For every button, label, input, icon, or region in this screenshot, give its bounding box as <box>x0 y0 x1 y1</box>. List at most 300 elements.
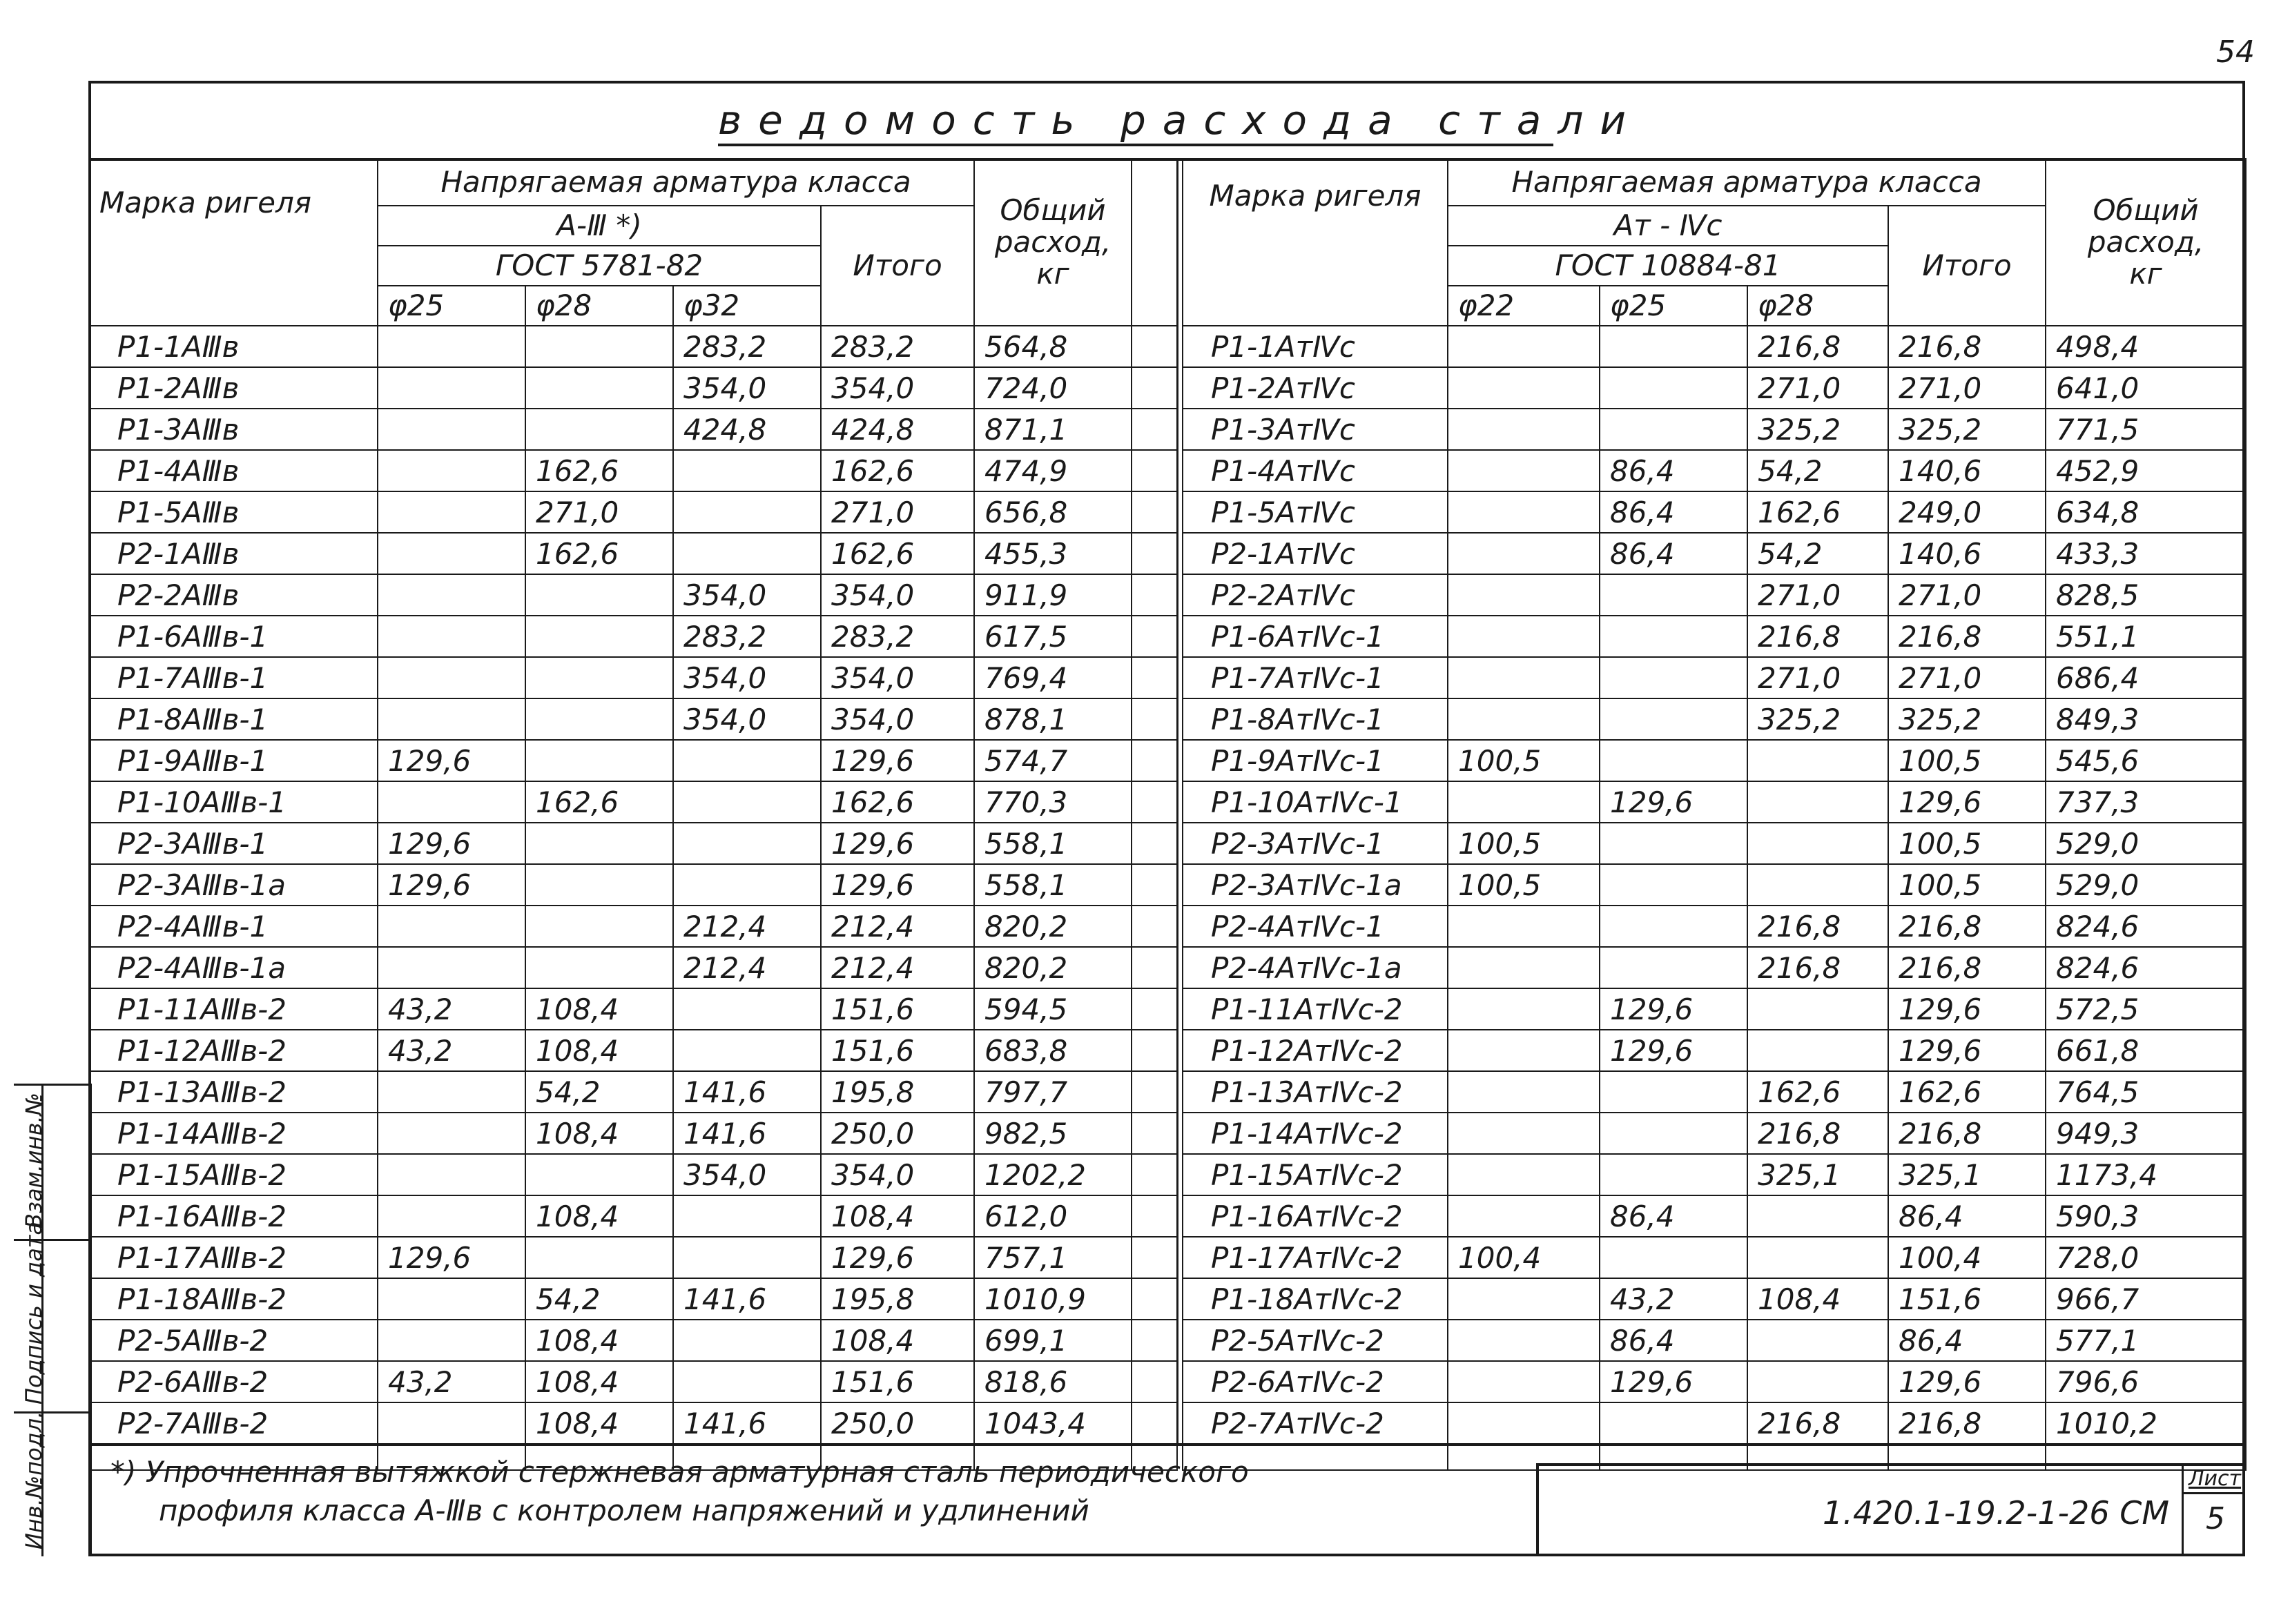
left-cell <box>525 574 673 616</box>
left-cell: 820,2 <box>974 947 1132 988</box>
right-cell: 140,6 <box>1888 450 2046 491</box>
left-cell: Р1-15АⅢв-2 <box>89 1154 378 1195</box>
left-cell: 108,4 <box>525 1030 673 1071</box>
right-gost: ГОСТ 10884-81 <box>1448 246 1888 286</box>
table-divider <box>1176 158 1178 1443</box>
left-cell: 108,4 <box>525 1320 673 1361</box>
left-cell: 757,1 <box>974 1237 1132 1278</box>
right-cell <box>1747 1361 1888 1402</box>
left-cell <box>378 1320 525 1361</box>
left-table-row <box>89 1402 1177 1444</box>
left-cell <box>673 533 821 574</box>
left-spacer-cell <box>1132 491 1177 533</box>
right-cell: 100,5 <box>1448 864 1600 906</box>
left-cell: Р2-1АⅢв <box>89 533 378 574</box>
right-cell: 86,4 <box>1600 533 1747 574</box>
right-cell: 1010,2 <box>2046 1402 2246 1444</box>
left-cell <box>525 657 673 698</box>
left-cell: 354,0 <box>673 698 821 740</box>
left-spacer-cell <box>1132 1361 1177 1402</box>
right-cell <box>1600 657 1747 698</box>
right-cell: 216,8 <box>1747 616 1888 657</box>
right-cell: Р2-1АтⅣс <box>1183 533 1448 574</box>
left-cell: Р1-14АⅢв-2 <box>89 1113 378 1154</box>
left-cell: Р2-3АⅢв-1а <box>89 864 378 906</box>
right-cell: 796,6 <box>2046 1361 2246 1402</box>
left-cell <box>525 616 673 657</box>
left-cell: 1043,4 <box>974 1402 1132 1444</box>
left-cell <box>378 574 525 616</box>
left-spacer-cell <box>1132 367 1177 409</box>
right-steel-table <box>1182 158 2247 1471</box>
right-cell: Р1-15АтⅣс-2 <box>1183 1154 1448 1195</box>
left-cell: 558,1 <box>974 864 1132 906</box>
left-cell: 151,6 <box>821 1030 974 1071</box>
right-col-d3: φ28 <box>1747 286 1888 326</box>
right-cell <box>1448 326 1600 367</box>
left-cell: 108,4 <box>821 1320 974 1361</box>
right-cell <box>1747 1030 1888 1071</box>
left-cell: Р1-6АⅢв-1 <box>89 616 378 657</box>
right-cell: Р2-3АтⅣс-1 <box>1183 823 1448 864</box>
right-cell: 271,0 <box>1888 367 2046 409</box>
left-cell: Р2-6АⅢв-2 <box>89 1361 378 1402</box>
left-cell: 43,2 <box>378 988 525 1030</box>
left-cell: 129,6 <box>378 740 525 781</box>
right-cell: Р1-2АтⅣс <box>1183 367 1448 409</box>
right-cell: 216,8 <box>1747 906 1888 947</box>
right-cell <box>1600 326 1747 367</box>
left-cell: 683,8 <box>974 1030 1132 1071</box>
right-cell <box>1448 657 1600 698</box>
right-cell: 129,6 <box>1600 988 1747 1030</box>
left-steel-table <box>88 158 1178 1471</box>
right-cell: 100,4 <box>1448 1237 1600 1278</box>
side-label-vzam: Взам.инв.№ <box>21 1093 47 1229</box>
right-table-row <box>1183 1320 2246 1361</box>
left-cell: 612,0 <box>974 1195 1132 1237</box>
right-cell: 216,8 <box>1747 1402 1888 1444</box>
right-cell: 634,8 <box>2046 491 2246 533</box>
right-cell: 325,2 <box>1747 698 1888 740</box>
title-underline <box>718 144 1553 146</box>
left-cell <box>378 1071 525 1113</box>
left-cell: 54,2 <box>525 1278 673 1320</box>
right-cell <box>1448 1195 1600 1237</box>
document-code: 1.420.1-19.2-1-26 СМ <box>1823 1494 2170 1532</box>
right-cell: 100,5 <box>1448 823 1600 864</box>
right-cell: 590,3 <box>2046 1195 2246 1237</box>
right-table-row <box>1183 1071 2246 1113</box>
left-cell: 43,2 <box>378 1361 525 1402</box>
left-cell <box>525 823 673 864</box>
right-table-row <box>1183 409 2246 450</box>
left-cell <box>378 1195 525 1237</box>
left-table-row <box>89 1154 1177 1195</box>
right-cell: Р1-8АтⅣс-1 <box>1183 698 1448 740</box>
left-cell: Р1-8АⅢв-1 <box>89 698 378 740</box>
left-cell <box>378 616 525 657</box>
footnote-line-1: *) Упрочненная вытяжкой стержневая арматурная сталь периодического <box>110 1455 1249 1489</box>
right-cell <box>1448 1402 1600 1444</box>
left-cell: 141,6 <box>673 1113 821 1154</box>
right-cell <box>1448 367 1600 409</box>
left-cell: 354,0 <box>673 657 821 698</box>
right-cell: Р1-17АтⅣс-2 <box>1183 1237 1448 1278</box>
right-cell <box>1448 1071 1600 1113</box>
left-cell: 354,0 <box>821 574 974 616</box>
right-cell: 86,4 <box>1600 450 1747 491</box>
right-cell <box>1448 906 1600 947</box>
right-cell: 325,2 <box>1747 409 1888 450</box>
left-cell: 474,9 <box>974 450 1132 491</box>
right-cell <box>1600 1402 1747 1444</box>
right-cell: Р1-14АтⅣс-2 <box>1183 1113 1448 1154</box>
left-cell: 129,6 <box>821 1237 974 1278</box>
left-cell: 129,6 <box>821 823 974 864</box>
right-cell: 129,6 <box>1600 781 1747 823</box>
right-cell: 162,6 <box>1888 1071 2046 1113</box>
right-cell: 849,3 <box>2046 698 2246 740</box>
left-spacer-cell <box>1132 1030 1177 1071</box>
left-cell: 195,8 <box>821 1071 974 1113</box>
left-cell <box>378 367 525 409</box>
left-table-row <box>89 823 1177 864</box>
left-cell: Р2-5АⅢв-2 <box>89 1320 378 1361</box>
left-cell: Р1-18АⅢв-2 <box>89 1278 378 1320</box>
right-cell: 824,6 <box>2046 947 2246 988</box>
left-cell: 43,2 <box>378 1030 525 1071</box>
right-cell <box>1448 574 1600 616</box>
left-cell: 354,0 <box>821 1154 974 1195</box>
right-cell: 140,6 <box>1888 533 2046 574</box>
right-cell <box>1448 533 1600 574</box>
right-cell: Р1-11АтⅣс-2 <box>1183 988 1448 1030</box>
right-table-row <box>1183 1278 2246 1320</box>
left-cell: 564,8 <box>974 326 1132 367</box>
right-cell: 129,6 <box>1888 1361 2046 1402</box>
left-cell: Р2-4АⅢв-1 <box>89 906 378 947</box>
right-table-row <box>1183 1195 2246 1237</box>
left-cell: Р1-13АⅢв-2 <box>89 1071 378 1113</box>
right-cell: Р1-4АтⅣс <box>1183 450 1448 491</box>
right-cell <box>1600 1071 1747 1113</box>
right-table-row <box>1183 450 2246 491</box>
right-cell: 162,6 <box>1747 1071 1888 1113</box>
right-cell: 216,8 <box>1888 326 2046 367</box>
right-cell <box>1600 1237 1747 1278</box>
right-cell <box>1600 864 1747 906</box>
right-cell: Р2-6АтⅣс-2 <box>1183 1361 1448 1402</box>
right-cell: 529,0 <box>2046 823 2246 864</box>
left-table-row <box>89 367 1177 409</box>
left-cell <box>378 491 525 533</box>
right-cell <box>1600 616 1747 657</box>
left-cell: Р1-4АⅢв <box>89 450 378 491</box>
right-table-row <box>1183 740 2246 781</box>
right-cell: 86,4 <box>1888 1320 2046 1361</box>
right-cell: 100,5 <box>1888 864 2046 906</box>
left-cell <box>525 326 673 367</box>
right-table-row <box>1183 491 2246 533</box>
right-cell: 129,6 <box>1600 1030 1747 1071</box>
left-cell: 769,4 <box>974 657 1132 698</box>
right-cell: 100,5 <box>1888 740 2046 781</box>
left-spacer-cell <box>1132 326 1177 367</box>
right-cell: 129,6 <box>1888 988 2046 1030</box>
left-cell: 151,6 <box>821 1361 974 1402</box>
right-table-row <box>1183 533 2246 574</box>
left-cell: 354,0 <box>673 1154 821 1195</box>
right-cell: 216,8 <box>1888 906 2046 947</box>
left-table-row <box>89 1195 1177 1237</box>
left-cell <box>378 657 525 698</box>
left-cell: Р2-3АⅢв-1 <box>89 823 378 864</box>
right-cell: 572,5 <box>2046 988 2246 1030</box>
left-cell: 162,6 <box>821 781 974 823</box>
left-cell: 250,0 <box>821 1402 974 1444</box>
left-cell: Р2-7АⅢв-2 <box>89 1402 378 1444</box>
right-cell: 86,4 <box>1600 1195 1747 1237</box>
left-cell: 1202,2 <box>974 1154 1132 1195</box>
right-steel-class: Ат - Ⅳс <box>1448 206 1888 246</box>
left-cell: 141,6 <box>673 1278 821 1320</box>
right-cell: Р2-2АтⅣс <box>1183 574 1448 616</box>
left-spacer-cell <box>1132 1113 1177 1154</box>
right-table-row <box>1183 1154 2246 1195</box>
left-table-row <box>89 574 1177 616</box>
left-cell: 108,4 <box>525 1195 673 1237</box>
right-cell: 86,4 <box>1888 1195 2046 1237</box>
right-cell <box>1747 1237 1888 1278</box>
left-spacer <box>1132 159 1177 326</box>
side-stamp-top <box>14 1084 90 1086</box>
right-table-row <box>1183 657 2246 698</box>
right-cell: 325,2 <box>1888 409 2046 450</box>
right-cell: 966,7 <box>2046 1278 2246 1320</box>
right-cell: 100,4 <box>1888 1237 2046 1278</box>
right-cell: 216,8 <box>1888 947 2046 988</box>
left-cell: 54,2 <box>525 1071 673 1113</box>
left-cell: Р1-9АⅢв-1 <box>89 740 378 781</box>
left-cell: 818,6 <box>974 1361 1132 1402</box>
left-spacer-cell <box>1132 409 1177 450</box>
right-cell: Р1-3АтⅣс <box>1183 409 1448 450</box>
left-cell: 129,6 <box>378 823 525 864</box>
left-spacer-cell <box>1132 823 1177 864</box>
right-table-row <box>1183 864 2246 906</box>
left-table-row <box>89 781 1177 823</box>
left-cell <box>525 1237 673 1278</box>
right-cell: 661,8 <box>2046 1030 2246 1071</box>
right-cell: Р1-5АтⅣс <box>1183 491 1448 533</box>
right-cell: 498,4 <box>2046 326 2246 367</box>
right-col-d1: φ22 <box>1448 286 1600 326</box>
left-cell <box>673 1320 821 1361</box>
left-cell: Р2-4АⅢв-1а <box>89 947 378 988</box>
left-cell: 354,0 <box>673 574 821 616</box>
left-table-row <box>89 657 1177 698</box>
left-spacer-cell <box>1132 1278 1177 1320</box>
left-cell <box>378 1278 525 1320</box>
left-cell <box>673 740 821 781</box>
left-cell: 162,6 <box>525 450 673 491</box>
left-cell <box>378 1113 525 1154</box>
right-cell <box>1448 1154 1600 1195</box>
right-cell: 129,6 <box>1888 1030 2046 1071</box>
right-cell: 771,5 <box>2046 409 2246 450</box>
right-cell: 728,0 <box>2046 1237 2246 1278</box>
left-group-header: Напрягаемая арматура класса <box>378 159 974 206</box>
page-number: 54 <box>2216 35 2255 70</box>
left-cell <box>673 1361 821 1402</box>
left-cell <box>673 450 821 491</box>
left-cell: 212,4 <box>821 906 974 947</box>
right-cell: 686,4 <box>2046 657 2246 698</box>
left-cell: 129,6 <box>821 740 974 781</box>
right-cell <box>1448 947 1600 988</box>
left-cell: 162,6 <box>821 533 974 574</box>
right-cell <box>1600 409 1747 450</box>
right-cell <box>1747 740 1888 781</box>
right-cell: 249,0 <box>1888 491 2046 533</box>
left-cell: 151,6 <box>821 988 974 1030</box>
right-table-row <box>1183 1237 2246 1278</box>
right-cell <box>1448 409 1600 450</box>
right-cell: Р1-1АтⅣс <box>1183 326 1448 367</box>
left-cell: 271,0 <box>525 491 673 533</box>
right-cell: 151,6 <box>1888 1278 2046 1320</box>
right-cell: 949,3 <box>2046 1113 2246 1154</box>
left-cell: 283,2 <box>821 616 974 657</box>
right-cell: Р1-13АтⅣс-2 <box>1183 1071 1448 1113</box>
left-table-row <box>89 409 1177 450</box>
left-table-row <box>89 740 1177 781</box>
left-cell: 283,2 <box>821 326 974 367</box>
left-gost: ГОСТ 5781-82 <box>378 246 821 286</box>
left-cell: 699,1 <box>974 1320 1132 1361</box>
right-cell: 108,4 <box>1747 1278 1888 1320</box>
right-cell: 545,6 <box>2046 740 2246 781</box>
right-cell: 1173,4 <box>2046 1154 2246 1195</box>
right-cell: Р2-3АтⅣс-1а <box>1183 864 1448 906</box>
right-cell: 828,5 <box>2046 574 2246 616</box>
left-table-row <box>89 1237 1177 1278</box>
left-cell <box>525 698 673 740</box>
left-cell: 797,7 <box>974 1071 1132 1113</box>
left-spacer-cell <box>1132 1071 1177 1113</box>
left-cell: 108,4 <box>525 1361 673 1402</box>
right-cell: 54,2 <box>1747 533 1888 574</box>
right-cell: 100,5 <box>1888 823 2046 864</box>
left-spacer-cell <box>1132 533 1177 574</box>
right-table-row <box>1183 823 2246 864</box>
right-cell: Р1-9АтⅣс-1 <box>1183 740 1448 781</box>
left-spacer-cell <box>1132 947 1177 988</box>
left-cell: 594,5 <box>974 988 1132 1030</box>
left-cell: 558,1 <box>974 823 1132 864</box>
right-cell: Р1-16АтⅣс-2 <box>1183 1195 1448 1237</box>
left-cell <box>378 1402 525 1444</box>
right-cell <box>1600 823 1747 864</box>
right-cell: Р1-10АтⅣс-1 <box>1183 781 1448 823</box>
left-cell: 141,6 <box>673 1071 821 1113</box>
left-col-d2: φ28 <box>525 286 673 326</box>
right-cell: 325,1 <box>1747 1154 1888 1195</box>
left-cell <box>673 781 821 823</box>
right-table-row <box>1183 988 2246 1030</box>
right-table-row <box>1183 1113 2246 1154</box>
right-cell <box>1747 781 1888 823</box>
right-cell <box>1600 698 1747 740</box>
left-cell: 162,6 <box>525 533 673 574</box>
left-table-row <box>89 1071 1177 1113</box>
left-table-row <box>89 1113 1177 1154</box>
left-cell: Р1-7АⅢв-1 <box>89 657 378 698</box>
left-cell: Р1-17АⅢв-2 <box>89 1237 378 1278</box>
left-cell: Р1-11АⅢв-2 <box>89 988 378 1030</box>
left-steel-class: А-Ⅲ *) <box>378 206 821 246</box>
left-spacer-cell <box>1132 1402 1177 1444</box>
left-table-row <box>89 450 1177 491</box>
left-col-marka: Марка ригеля <box>89 159 378 326</box>
right-cell <box>1448 698 1600 740</box>
left-cell: Р1-16АⅢв-2 <box>89 1195 378 1237</box>
left-cell: 455,3 <box>974 533 1132 574</box>
left-cell: Р1-3АⅢв <box>89 409 378 450</box>
right-cell: Р2-5АтⅣс-2 <box>1183 1320 1448 1361</box>
right-cell <box>1747 1320 1888 1361</box>
right-cell <box>1448 988 1600 1030</box>
right-cell: 86,4 <box>1600 1320 1747 1361</box>
right-cell: 271,0 <box>1747 367 1888 409</box>
right-table-row <box>1183 698 2246 740</box>
left-cell: Р1-2АⅢв <box>89 367 378 409</box>
footnote-line-2: профиля класса А-Ⅲв с контролем напряжений и удлинений <box>159 1494 1089 1527</box>
right-cell: 577,1 <box>2046 1320 2246 1361</box>
left-spacer-cell <box>1132 698 1177 740</box>
left-spacer-cell <box>1132 740 1177 781</box>
left-cell: 271,0 <box>821 491 974 533</box>
footnote <box>110 1453 1249 1530</box>
left-cell: 108,4 <box>821 1195 974 1237</box>
left-spacer-cell <box>1132 657 1177 698</box>
left-cell: 108,4 <box>525 1402 673 1444</box>
left-table-row <box>89 698 1177 740</box>
left-cell: 878,1 <box>974 698 1132 740</box>
right-cell: Р2-4АтⅣс-1 <box>1183 906 1448 947</box>
left-cell: Р1-12АⅢв-2 <box>89 1030 378 1071</box>
left-cell: 354,0 <box>821 367 974 409</box>
left-cell <box>378 698 525 740</box>
right-table-row <box>1183 1361 2246 1402</box>
sheet-number: 5 <box>2206 1501 2225 1536</box>
right-col-total: Общий расход, кг <box>2046 159 2246 326</box>
right-cell <box>1747 823 1888 864</box>
right-cell: Р1-12АтⅣс-2 <box>1183 1030 1448 1071</box>
right-cell <box>1448 1361 1600 1402</box>
left-cell: 354,0 <box>821 698 974 740</box>
left-table-row <box>89 491 1177 533</box>
left-cell <box>673 823 821 864</box>
right-cell: 129,6 <box>1888 781 2046 823</box>
right-cell: 737,3 <box>2046 781 2246 823</box>
left-cell: 617,5 <box>974 616 1132 657</box>
side-label-podpis: Подпись и дата <box>21 1221 47 1405</box>
right-cell: 216,8 <box>1747 947 1888 988</box>
left-table-row <box>89 616 1177 657</box>
left-cell <box>525 864 673 906</box>
